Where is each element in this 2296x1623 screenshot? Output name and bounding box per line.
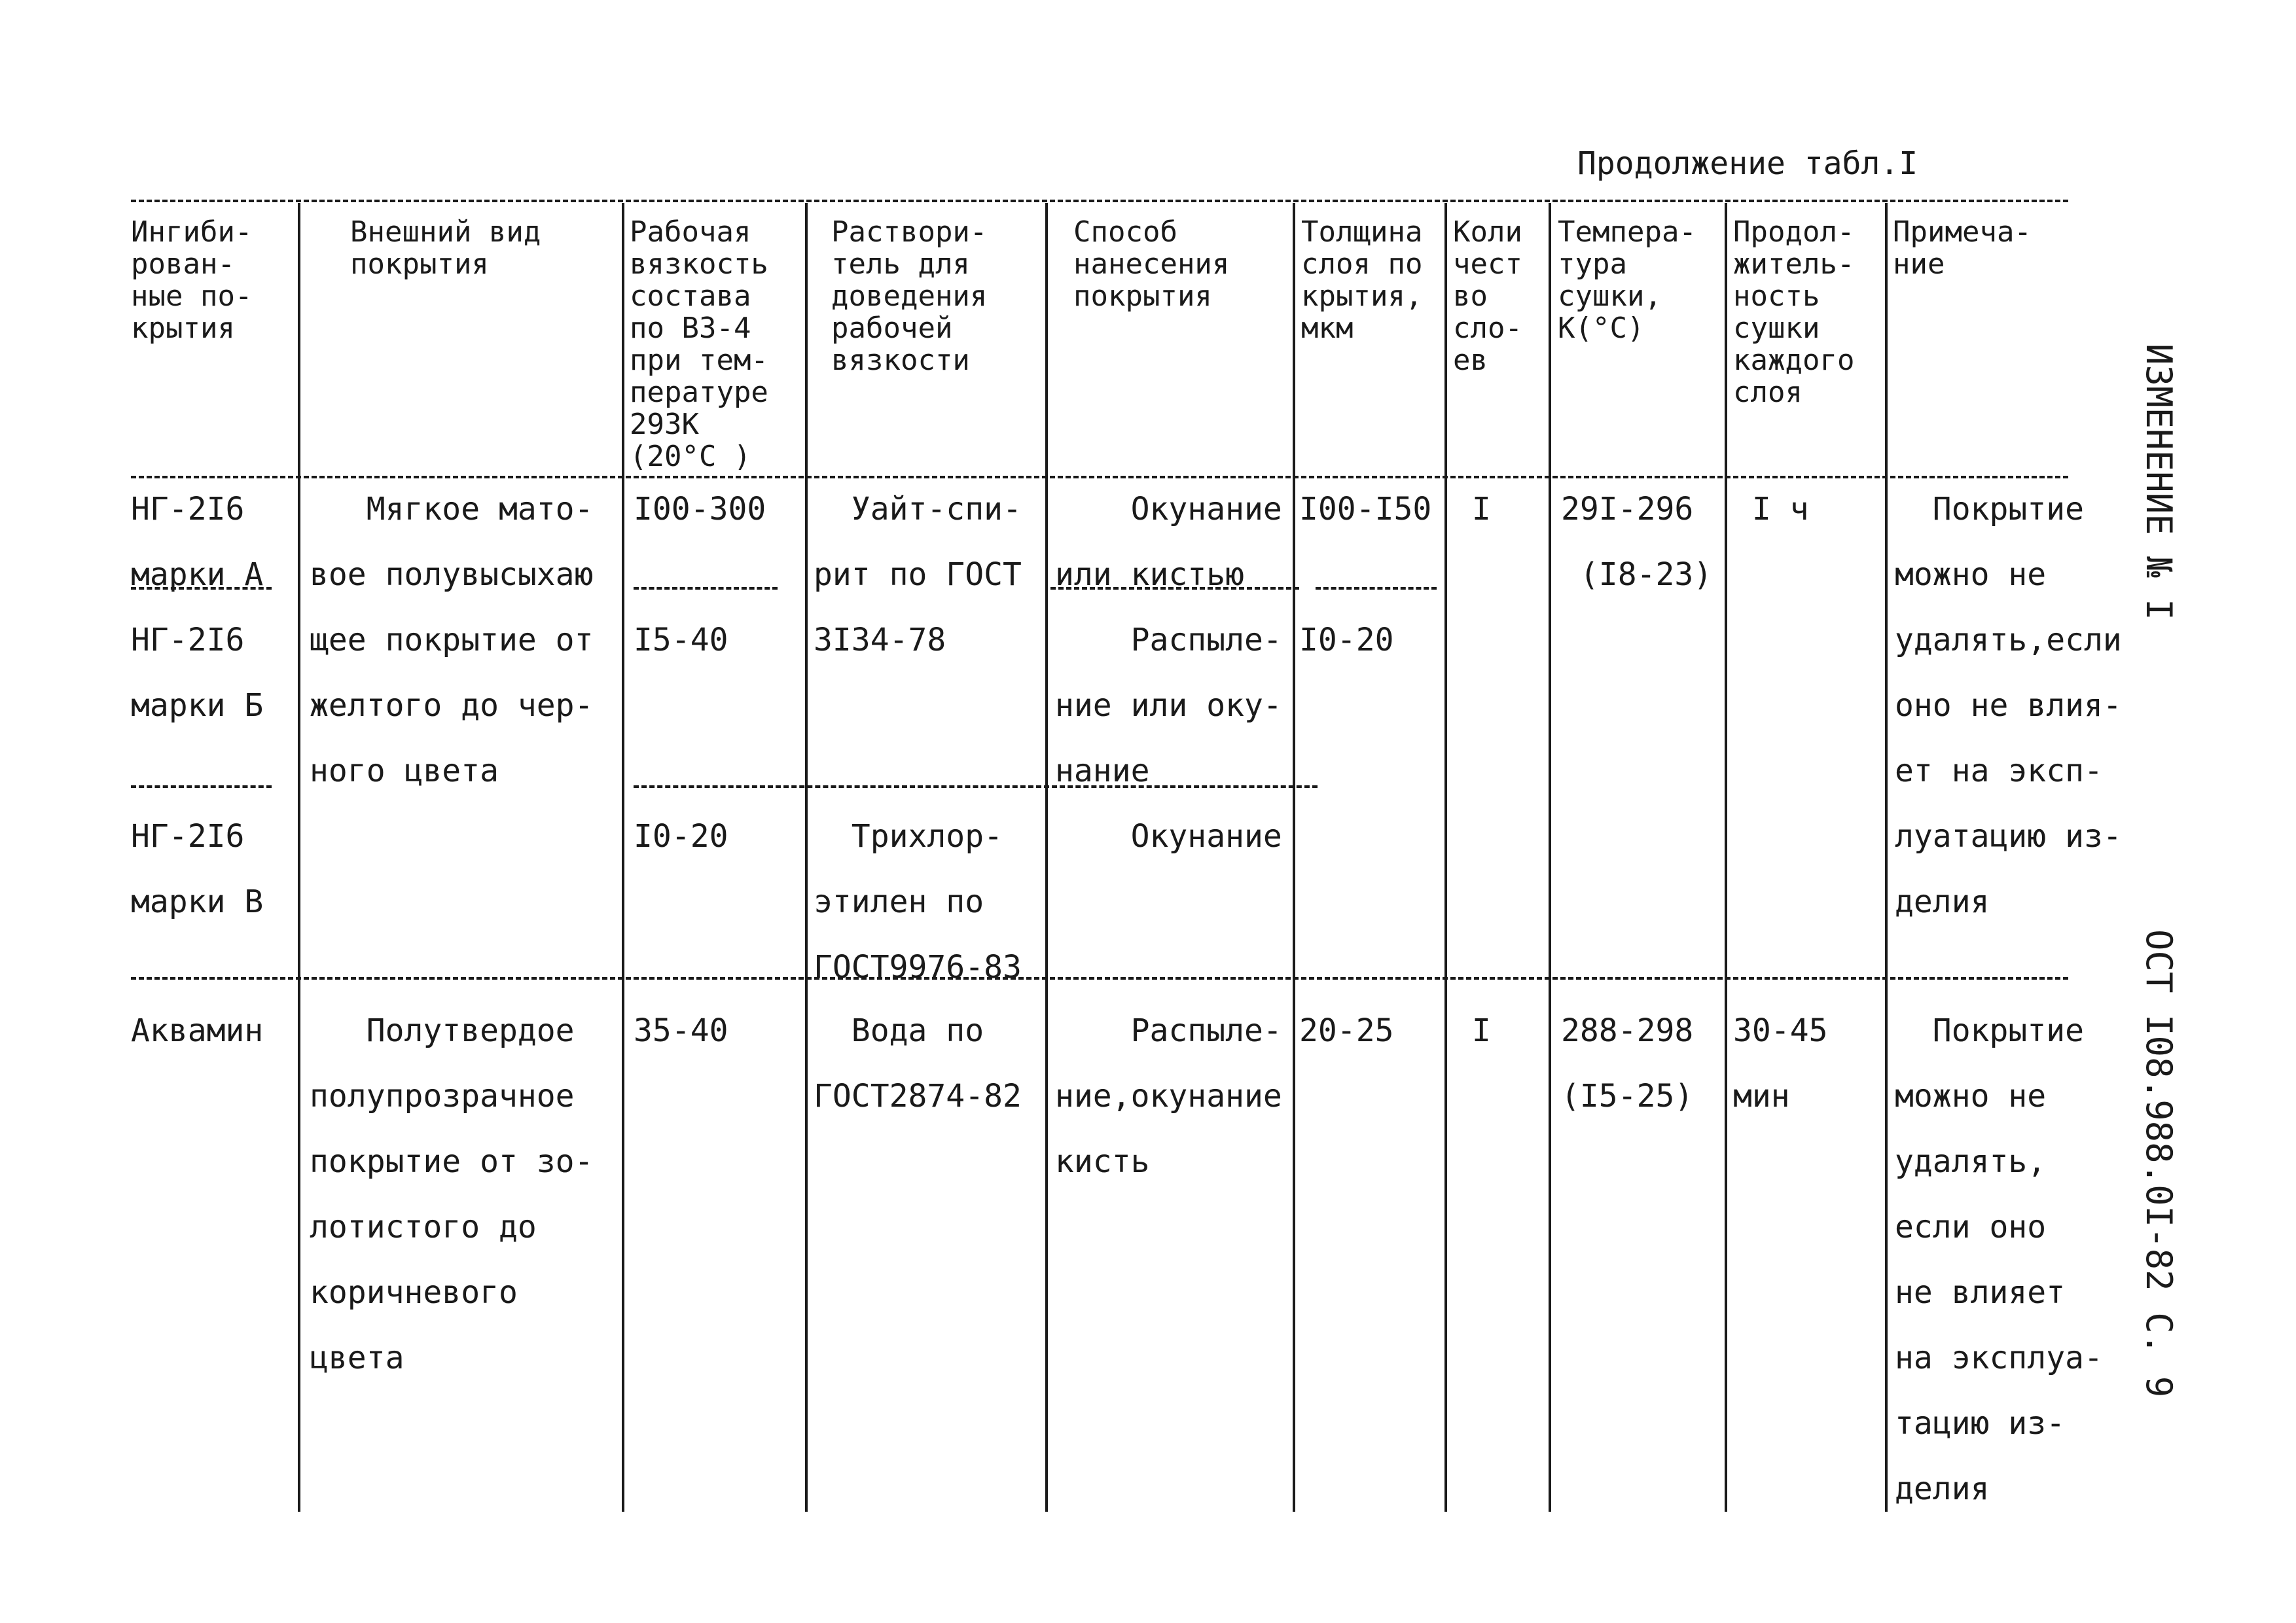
side-change-label: ИЗМЕНЕНИЕ № I <box>2138 344 2179 620</box>
row2-note: Покрытие можно не удалять, если оно не влияет на эксплуа- тацию из- делия <box>1895 1012 2103 1507</box>
row1-drying-temperature: 29I-296 (I8-23) <box>1561 491 1713 593</box>
table-top-rule <box>131 200 2068 202</box>
table-continuation-caption: Продолжение табл.I <box>1577 145 1918 182</box>
row2-drying-temperature: 288-298 (I5-25) <box>1561 1012 1694 1115</box>
column-divider-2 <box>622 203 624 1512</box>
header-drying-duration: Продол- житель- ность сушки каждого слоя <box>1733 215 1855 409</box>
row2-thickness: 20-25 <box>1299 1012 1394 1049</box>
row2-drying-duration: 30-45 мин <box>1733 1012 1828 1115</box>
row1-application-method: Окунание или кистью Распыле- ние или оку- нание Окунание <box>1055 491 1282 855</box>
row1-coating: НГ-2I6 марки А НГ-2I6 марки Б НГ-2I6 марки В <box>131 491 264 920</box>
row1-thickness: I00-I50 I0-20 <box>1299 491 1432 658</box>
column-divider-7 <box>1549 203 1551 1512</box>
row1-note: Покрытие можно не удалять,если оно не влия- ет на эксп- луатацию из- делия <box>1895 491 2122 920</box>
column-divider-6 <box>1444 203 1447 1512</box>
header-application-method: Способ нанесения покрытия <box>1073 215 1230 313</box>
group-separator-rule <box>131 977 2068 980</box>
row2-viscosity: 35-40 <box>634 1012 728 1049</box>
row2-coating: Аквамин <box>131 1012 264 1049</box>
column-divider-5 <box>1293 203 1295 1512</box>
header-drying-temperature: Темпера- тура сушки, К(°С) <box>1558 215 1696 345</box>
row2-solvent: Вода по ГОСТ2874-82 <box>814 1012 1022 1115</box>
row1-viscosity: I00-300 I5-40 I0-20 <box>634 491 766 855</box>
header-solvent: Раствори- тель для доведения рабочей вязкости <box>831 215 988 377</box>
header-note: Примеча- ние <box>1893 215 2032 281</box>
row1-layer-count: I <box>1453 491 1491 527</box>
header-layer-count: Коли чест во сло- ев <box>1453 215 1522 377</box>
column-divider-3 <box>805 203 808 1512</box>
column-divider-9 <box>1885 203 1888 1512</box>
row1-drying-duration: I ч <box>1733 491 1809 527</box>
column-divider-1 <box>298 203 300 1512</box>
header-appearance: Внешний вид покрытия <box>350 215 541 281</box>
column-divider-8 <box>1725 203 1727 1512</box>
side-document-number: ОСТ I08.988.0I-82 С. 9 <box>2138 929 2179 1398</box>
header-coating: Ингиби- рован- ные по- крытия <box>131 215 253 345</box>
row2-appearance: Полутвердое полупрозрачное покрытие от зо- лотистого до коричневого цвета <box>310 1012 594 1376</box>
header-thickness: Толщина слоя по крытия, мкм <box>1301 215 1423 345</box>
row2-layer-count: I <box>1453 1012 1491 1049</box>
row2-application-method: Распыле- ние,окунание кисть <box>1055 1012 1282 1180</box>
row1-solvent: Уайт-спи- рит по ГОСТ 3I34-78 Трихлор- этилен по ГОСТ9976-83 <box>814 491 1022 986</box>
header-viscosity: Рабочая вязкость состава по ВЗ-4 при тем- пературе 293К (20°С ) <box>630 215 768 473</box>
row1-appearance: Мягкое мато- вое полувысыхаю щее покрытие от желтого до чер- ного цвета <box>310 491 594 789</box>
column-divider-4 <box>1045 203 1048 1512</box>
